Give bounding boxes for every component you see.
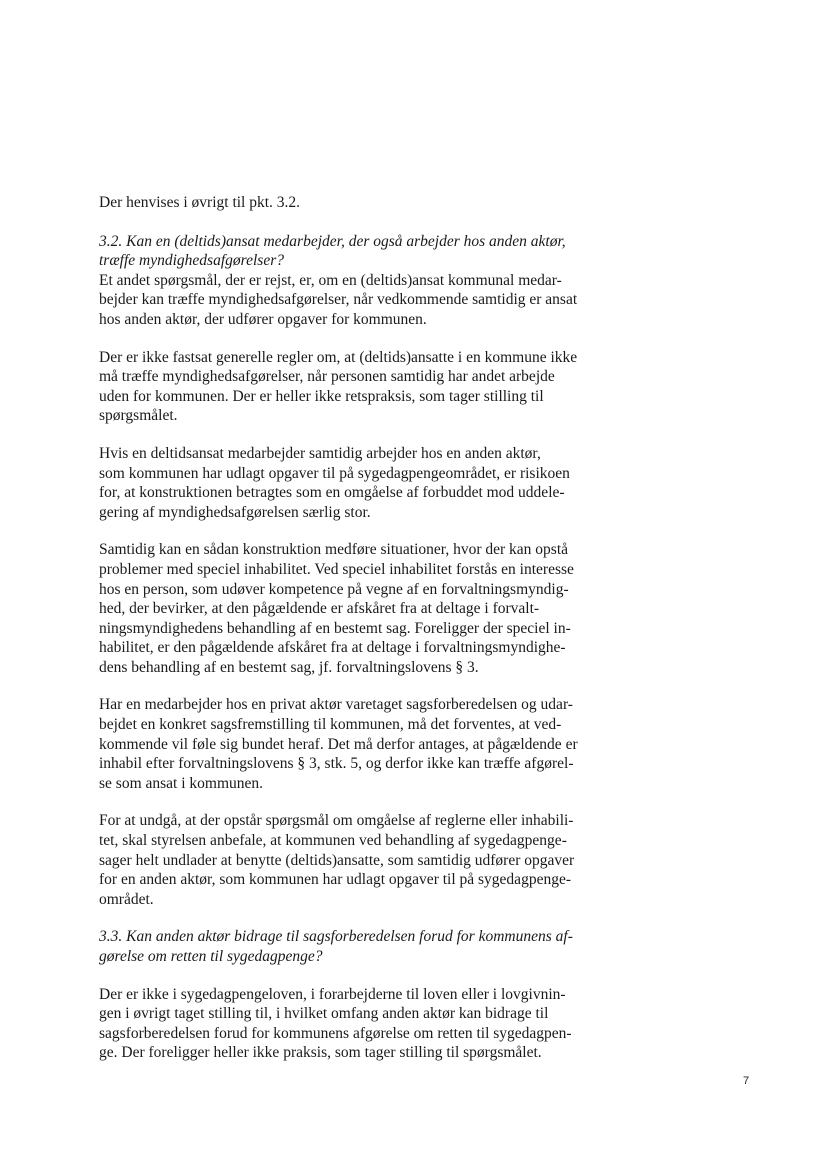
section-heading-3-3: 3.3. Kan anden aktør bidrage til sagsforberedelsen forud for kommunens af- gørelse om retten til sygedagpenge? xyxy=(99,928,573,965)
paragraph: Samtidig kan en sådan konstruktion medføre situationer, hvor der kan opstå problemer med speciel inhabilitet. Ved speciel inhabilitet forstås en interesse hos en person, som udøver kompetence på vegne af en forvaltningsmyndig- hed, der bevirker, at den pågældende er afskåret fra at deltage i forvalt- ningsmyndighedens behandling af en bestemt sag. Foreligger der speciel in- habilitet, er den pågældende afskåret fra at deltage i forvaltningsmyndighe- dens behandling af en bestemt sag, jf. forvaltningslovens § 3. xyxy=(99,541,574,676)
page-number: 7 xyxy=(743,1075,750,1087)
paragraph: Der er ikke i sygedagpengeloven, i forarbejderne til loven eller i lovgivnin- gen i øvrigt taget stilling til, i hvilket omfang anden aktør kan bidrage til sagsforberedelsen forud for kommunens afgørelse om retten til sygedagpen- ge. Der foreligger heller ikke praksis, som tager stilling til spørgsmålet. xyxy=(99,985,572,1062)
paragraph-reference: Der henvises i øvrigt til pkt. 3.2. xyxy=(99,194,301,211)
paragraph: Et andet spørgsmål, der er rejst, er, om en (deltids)ansat kommunal medar- bejder kan træffe myndighedsafgørelser, når vedkommende samtidig er ansat hos anden aktør, der udfører opgaver for kommunen. xyxy=(99,271,578,328)
section-heading-3-2: 3.2. Kan en (deltids)ansat medarbejder, der også arbejder hos anden aktør, træffe myndighedsafgørelser? xyxy=(99,232,566,270)
paragraph: Der er ikke fastsat generelle regler om, at (deltids)ansatte i en kommune ikke må træffe myndighedsafgørelser, når personen samtidig har andet arbejde uden for kommunen. Der er heller ikke retspraksis, som tager stilling til spørgsmålet. xyxy=(99,348,578,425)
paragraph: For at undgå, at der opstår spørgsmål om omgåelse af reglerne eller inhabili- tet, skal styrelsen anbefale, at kommunen ved behandling af sygedagpenge- sager helt undlader at benytte (deltids)ansatte, som samtidig udfører opgaver for en anden aktør, som kommunen har udlagt opgaver til på sygedagpenge- området. xyxy=(99,812,575,908)
paragraph: Hvis en deltidsansat medarbejder samtidig arbejder hos en anden aktør, som kommunen har udlagt opgaver til på sygedagpengeområdet, er risikoen for, at konstruktionen betragtes som en omgåelse af forbuddet mod uddele- gering af myndighedsafgørelsen særlig stor. xyxy=(99,444,570,521)
document-body xyxy=(99,193,634,1063)
paragraph: Har en medarbejder hos en privat aktør varetaget sagsforberedelsen og udar- bejdet en konkret sagsfremstilling til kommunen, må det forventes, at ved- kommende vil føle sig bundet heraf. Det må derfor antages, at pågældende er inhabil efter forvaltningslovens § 3, stk. 5, og derfor ikke kan træffe afgørel- se som ansat i kommunen. xyxy=(99,696,578,792)
